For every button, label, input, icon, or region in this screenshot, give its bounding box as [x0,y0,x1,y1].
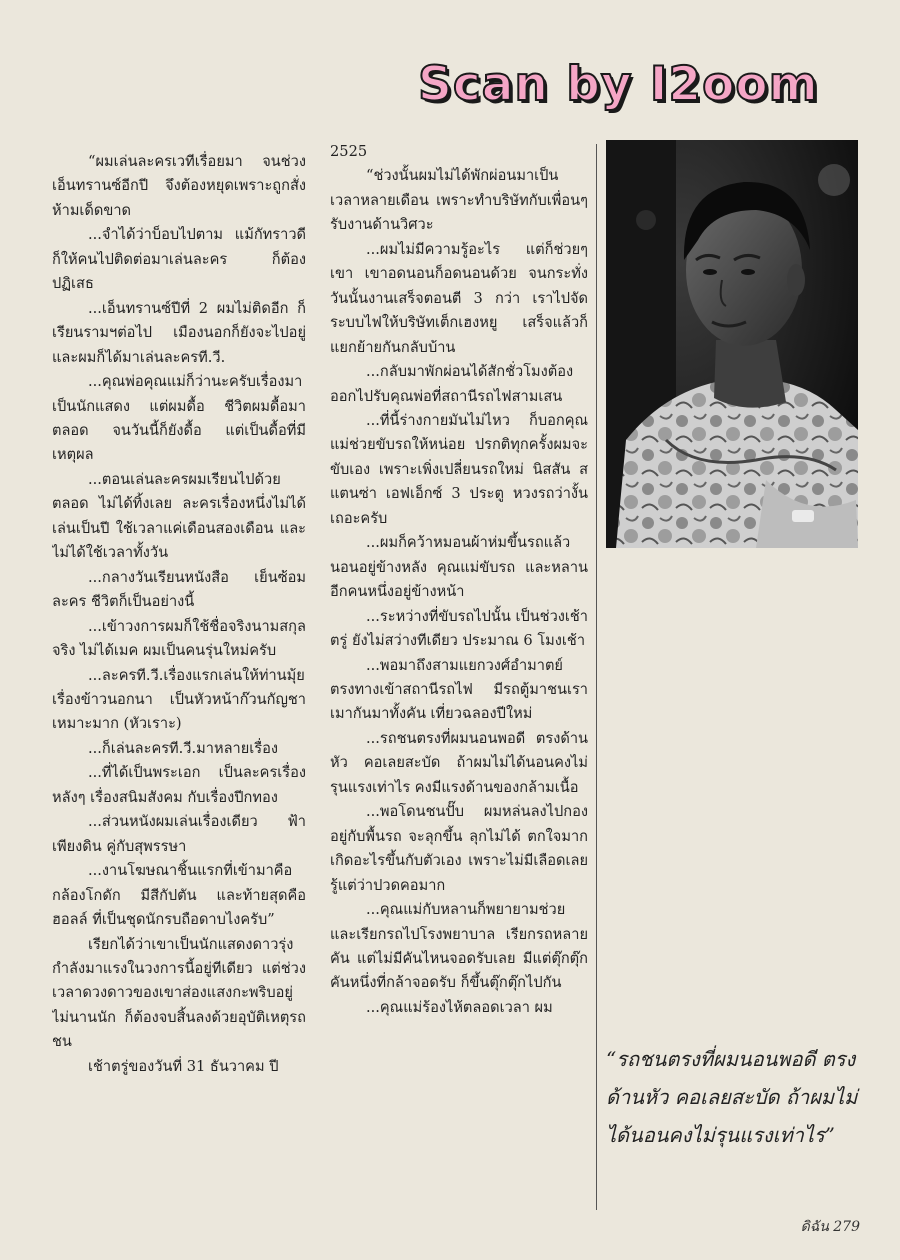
paragraph: “ช่วงนั้นผมไม่ได้พักผ่อนมาเป็นเวลาหลายเดือน เพราะทำบริษัทกับเพื่อนๆรับงานด้านวิศวะ [330,167,588,234]
column-divider [596,144,597,1210]
year-continuation: 2525 [330,143,368,160]
paragraph: ...ที่นี้ร่างกายมันไม่ไหว ก็บอกคุณแม่ช่วยขับรถให้หน่อย ปรกติทุกครั้งผมจะขับเอง เพราะเพิ่งเปลี่ยนรถใหม่ นิสสัน สแตนซ่า เอฟเอ็กซ์ 3 ประตู หวงรถว่างั้นเถอะครับ [330,411,588,527]
paragraph: ...พอมาถึงสามแยกวงศ์อำมาตย์ ตรงทางเข้าสถานีรถไฟ มีรถตู้มาชนเรา เมากันมาทั้งคัน เที่ยวฉลองปีใหม่ [330,656,588,723]
portrait-photo-icon [606,140,858,548]
paragraph: ...พอโดนชนปั๊บ ผมหล่นลงไปกองอยู่กับพื้นรถ จะลุกขึ้น ลุกไม่ได้ ตกใจมาก เกิดอะไรขึ้นกับตัวเอง เพราะไม่มีเลือดเลย รู้แต่ว่าปวดคอมาก [330,803,588,894]
paragraph: ...รถชนตรงที่ผมนอนพอดี ตรงด้านหัว คอเลยสะบัด ถ้าผมไม่ได้นอนคงไม่รุนแรงเท่าไร คงมีแรงด้านของกล้ามเนื้อ [330,729,588,796]
paragraph: ...คุณพ่อคุณแม่ก็ว่านะครับเรื่องมาเป็นนักแสดง แต่ผมดื้อ ชีวิตผมดื้อมาตลอด จนวันนี้ก็ยังดื้อ แต่เป็นดื้อที่มีเหตุผล [52,373,306,464]
paragraph: ...ผมไม่มีความรู้อะไร แต่ก็ช่วยๆเขา เขาอดนอนก็อดนอนด้วย จนกระทั่งวันนั้นงานเสร็จตอนตี 3 กว่า เราไปจัดระบบไฟให้บริษัทเต็กเฮงหยู เสร็จแล้วก็แยกย้ายกันกลับบ้าน [330,240,588,356]
paragraph: ...งานโฆษณาชิ้นแรกที่เข้ามาคือกล้องโกดัก มีสีกัปตัน และท้ายสุดคือฮอลล์ ที่เป็นชุดนักรบถือดาบไงครับ” [52,862,306,929]
paragraph: ...ละครที.วี.เรื่องแรกเล่นให้ท่านมุ้ย เรื่องข้าวนอกนา เป็นหัวหน้าก๊วนกัญชา เหมาะมาก (หัวเราะ) [52,666,306,733]
portrait-photo [606,140,858,548]
paragraph: ...เข้าวงการผมก็ใช้ชื่อจริงนามสกุลจริง ไม่ได้เมค ผมเป็นคนรุ่นใหม่ครับ [52,617,306,660]
paragraph: ...คุณแม่กับหลานก็พยายามช่วยและเรียกรถไปโรงพยาบาล เรียกรถหลายคัน แต่ไม่มีคันไหนจอดรับเลย มีแต่ตุ๊กตุ๊กคันหนึ่งที่กล้าจอดรับ ก็ขึ้นตุ๊กตุ๊กไปกัน [330,901,588,992]
paragraph: ...ตอนเล่นละครผมเรียนไปด้วยตลอด ไม่ได้ทิ้งเลย ละครเรื่องหนึ่งไม่ได้เล่นเป็นปี ใช้เวลาแค่เดือนสองเดือน และไม่ได้ใช้เวลาทั้งวัน [52,470,306,562]
article-column-left [52,150,306,1210]
page-number: ดิฉัน 279 [800,1219,860,1235]
paragraph: ...กลับมาพักผ่อนได้สักชั่วโมงต้องออกไปรับคุณพ่อที่สถานีรถไฟสามเสน [330,363,574,405]
paragraph: ...ที่ได้เป็นพระเอก เป็นละครเรื่องหลังๆ เรื่องสนิมสังคม กับเรื่องปีกทอง [52,764,306,806]
paragraph: “ผมเล่นละครเวทีเรื่อยมา จนช่วงเอ็นทรานซ์อีกปี จึงต้องหยุดเพราะถูกสั่งห้ามเด็ดขาด [52,153,306,219]
pull-quote: “รถชนตรงที่ผมนอนพอดี ตรงด้านหัว คอเลยสะบัด ถ้าผมไม่ได้นอนคงไม่รุนแรงเท่าไร” [606,1047,858,1147]
article-column-middle [330,140,588,1210]
paragraph: ...จำได้ว่าบ็อบไปตาม แม้กัทราวดีก็ให้คนไปติดต่อมาเล่นละคร ก็ต้องปฏิเสธ [52,226,306,293]
paragraph: ...ผมก็คว้าหมอนผ้าห่มขึ้นรถแล้วนอนอยู่ข้างหลัง คุณแม่ขับรถ และหลานอีกคนหนึ่งอยู่ข้างหน้า [330,534,588,601]
paragraph: ...เอ็นทรานซ์ปีที่ 2 ผมไม่ติดอีก ก็เรียนรามฯต่อไป เมืองนอกก็ยังจะไปอยู่ และผมก็ได้มาเล่นละครที.วี. [52,299,306,366]
paragraph: ...ระหว่างที่ขับรถไปนั้น เป็นช่วงเช้าตรู่ ยังไม่สว่างทีเดียว ประมาณ 6 โมงเช้า [330,607,588,650]
paragraph: ...กลางวันเรียนหนังสือ เย็นซ้อมละคร ชีวิตก็เป็นอย่างนี้ [52,568,306,611]
paragraph: เช้าตรู่ของวันที่ 31 ธันวาคม ปี [88,1057,279,1075]
paragraph: ...ส่วนหนังผมเล่นเรื่องเดียว ฟ้าเพียงดิน คู่กับสุพรรษา [52,813,306,855]
paragraph: ...ก็เล่นละครที.วี.มาหลายเรื่อง [88,739,278,757]
paragraph: เรียกได้ว่าเขาเป็นนักแสดงดาวรุ่งกำลังมาแรงในวงการนี้อยู่ทีเดียว แต่ช่วงเวลาดวงดาวของเขาส่องแสงกะพริบอยู่ไม่นานนัก ก็ต้องจบสิ้นลงด้วยอุบัติเหตุรถชน [52,935,306,1051]
scan-watermark: Scan by I2oom [418,57,819,112]
paragraph: ...คุณแม่ร้องไห้ตลอดเวลา ผม [366,998,553,1016]
